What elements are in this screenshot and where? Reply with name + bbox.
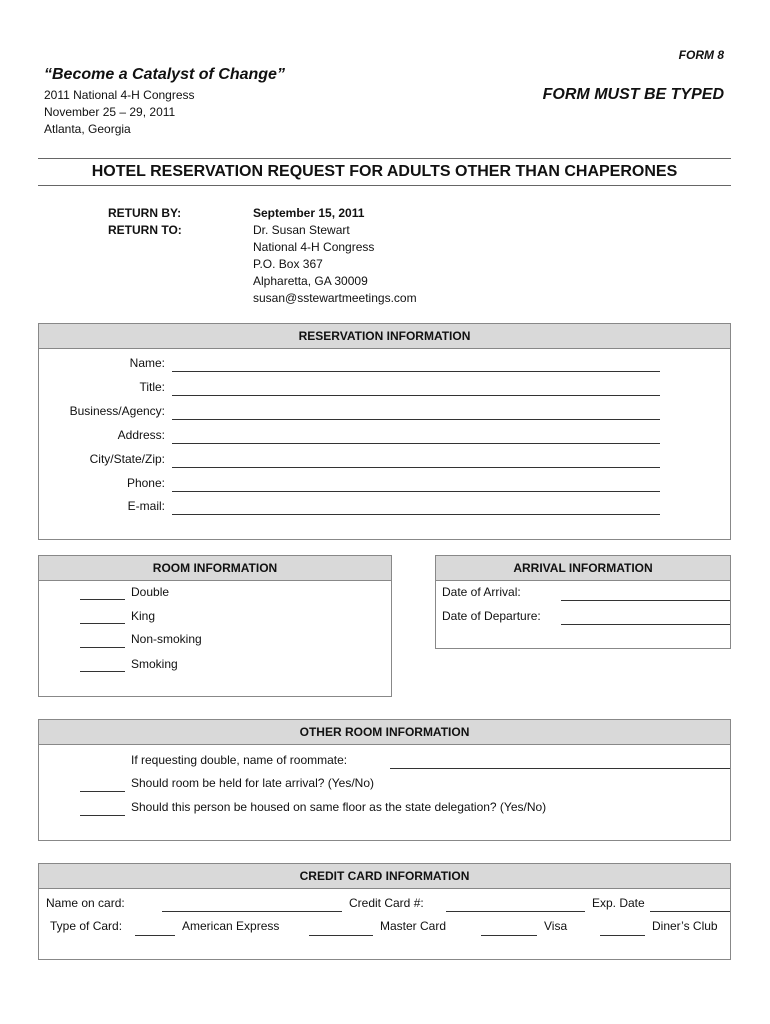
event-name: 2011 National 4-H Congress [44,88,195,102]
same-floor-label: Should this person be housed on same floor as the state delegation? (Yes/No) [131,800,547,814]
amex-option: American Express [182,919,280,933]
mastercard-blank[interactable] [309,935,373,936]
city-state-zip-field[interactable] [172,467,660,468]
card-number-field[interactable] [446,911,585,912]
name-on-card-label: Name on card: [46,896,125,910]
return-address-city: Alpharetta, GA 30009 [253,274,368,288]
card-type-label: Type of Card: [50,919,123,933]
late-arrival-label: Should room be held for late arrival? (Yes/No) [131,776,375,790]
late-arrival-blank[interactable] [80,791,125,792]
return-address-org: National 4-H Congress [253,240,375,254]
double-option: Double [131,585,170,599]
address-field[interactable] [172,443,660,444]
page-title: HOTEL RESERVATION REQUEST FOR ADULTS OTHER THAN CHAPERONES [91,163,678,180]
phone-field[interactable] [172,491,660,492]
return-address-name: Dr. Susan Stewart [253,223,350,237]
return-email: susan@sstewartmeetings.com [253,291,417,305]
departure-date-label: Date of Departure: [442,609,541,623]
card-number-label: Credit Card #: [349,896,424,910]
king-option: King [131,609,156,623]
return-by-label: RETURN BY: [108,206,182,220]
name-label: Name: [129,356,165,370]
exp-date-field[interactable] [650,911,730,912]
arrival-heading: ARRIVAL INFORMATION [436,556,730,581]
form-number: FORM 8 [678,48,724,62]
address-label: Address: [117,428,165,442]
phone-label: Phone: [126,476,165,490]
double-blank[interactable] [80,599,125,600]
business-field[interactable] [172,419,660,420]
same-floor-blank[interactable] [80,815,125,816]
return-to-label: RETURN TO: [108,223,182,237]
departure-date-field[interactable] [561,624,730,625]
arrival-date-field[interactable] [561,600,730,601]
event-dates: November 25 – 29, 2011 [44,105,176,119]
business-label: Business/Agency: [69,404,165,418]
amex-blank[interactable] [135,935,175,936]
king-blank[interactable] [80,623,125,624]
title-label: Title: [139,380,165,394]
smoking-blank[interactable] [80,671,125,672]
non-smoking-option: Non-smoking [131,632,202,646]
visa-blank[interactable] [481,935,537,936]
name-field[interactable] [172,371,660,372]
email-label: E-mail: [127,499,165,513]
roommate-label: If requesting double, name of roommate: [131,753,348,767]
event-location: Atlanta, Georgia [44,122,131,136]
other-room-heading: OTHER ROOM INFORMATION [39,720,730,745]
smoking-option: Smoking [131,657,178,671]
visa-option: Visa [544,919,568,933]
city-state-zip-label: City/State/Zip: [89,452,165,466]
reservation-heading: RESERVATION INFORMATION [39,324,730,349]
title-bottom-rule [38,185,731,186]
return-address-pobox: P.O. Box 367 [253,257,323,271]
diners-club-blank[interactable] [600,935,645,936]
title-top-rule [38,158,731,159]
title-field[interactable] [172,395,660,396]
typed-notice: FORM MUST BE TYPED [542,86,724,103]
credit-card-section [38,863,731,960]
return-by-date: September 15, 2011 [253,206,365,220]
credit-card-heading: CREDIT CARD INFORMATION [39,864,730,889]
diners-club-option: Diner’s Club [652,919,718,933]
mastercard-option: Master Card [380,919,447,933]
room-section [38,555,392,697]
email-field[interactable] [172,514,660,515]
room-heading: ROOM INFORMATION [39,556,391,581]
roommate-field[interactable] [390,768,730,769]
arrival-section [435,555,731,649]
exp-date-label: Exp. Date [592,896,645,910]
arrival-date-label: Date of Arrival: [442,585,521,599]
slogan: “Become a Catalyst of Change” [44,66,285,83]
name-on-card-field[interactable] [162,911,342,912]
non-smoking-blank[interactable] [80,647,125,648]
